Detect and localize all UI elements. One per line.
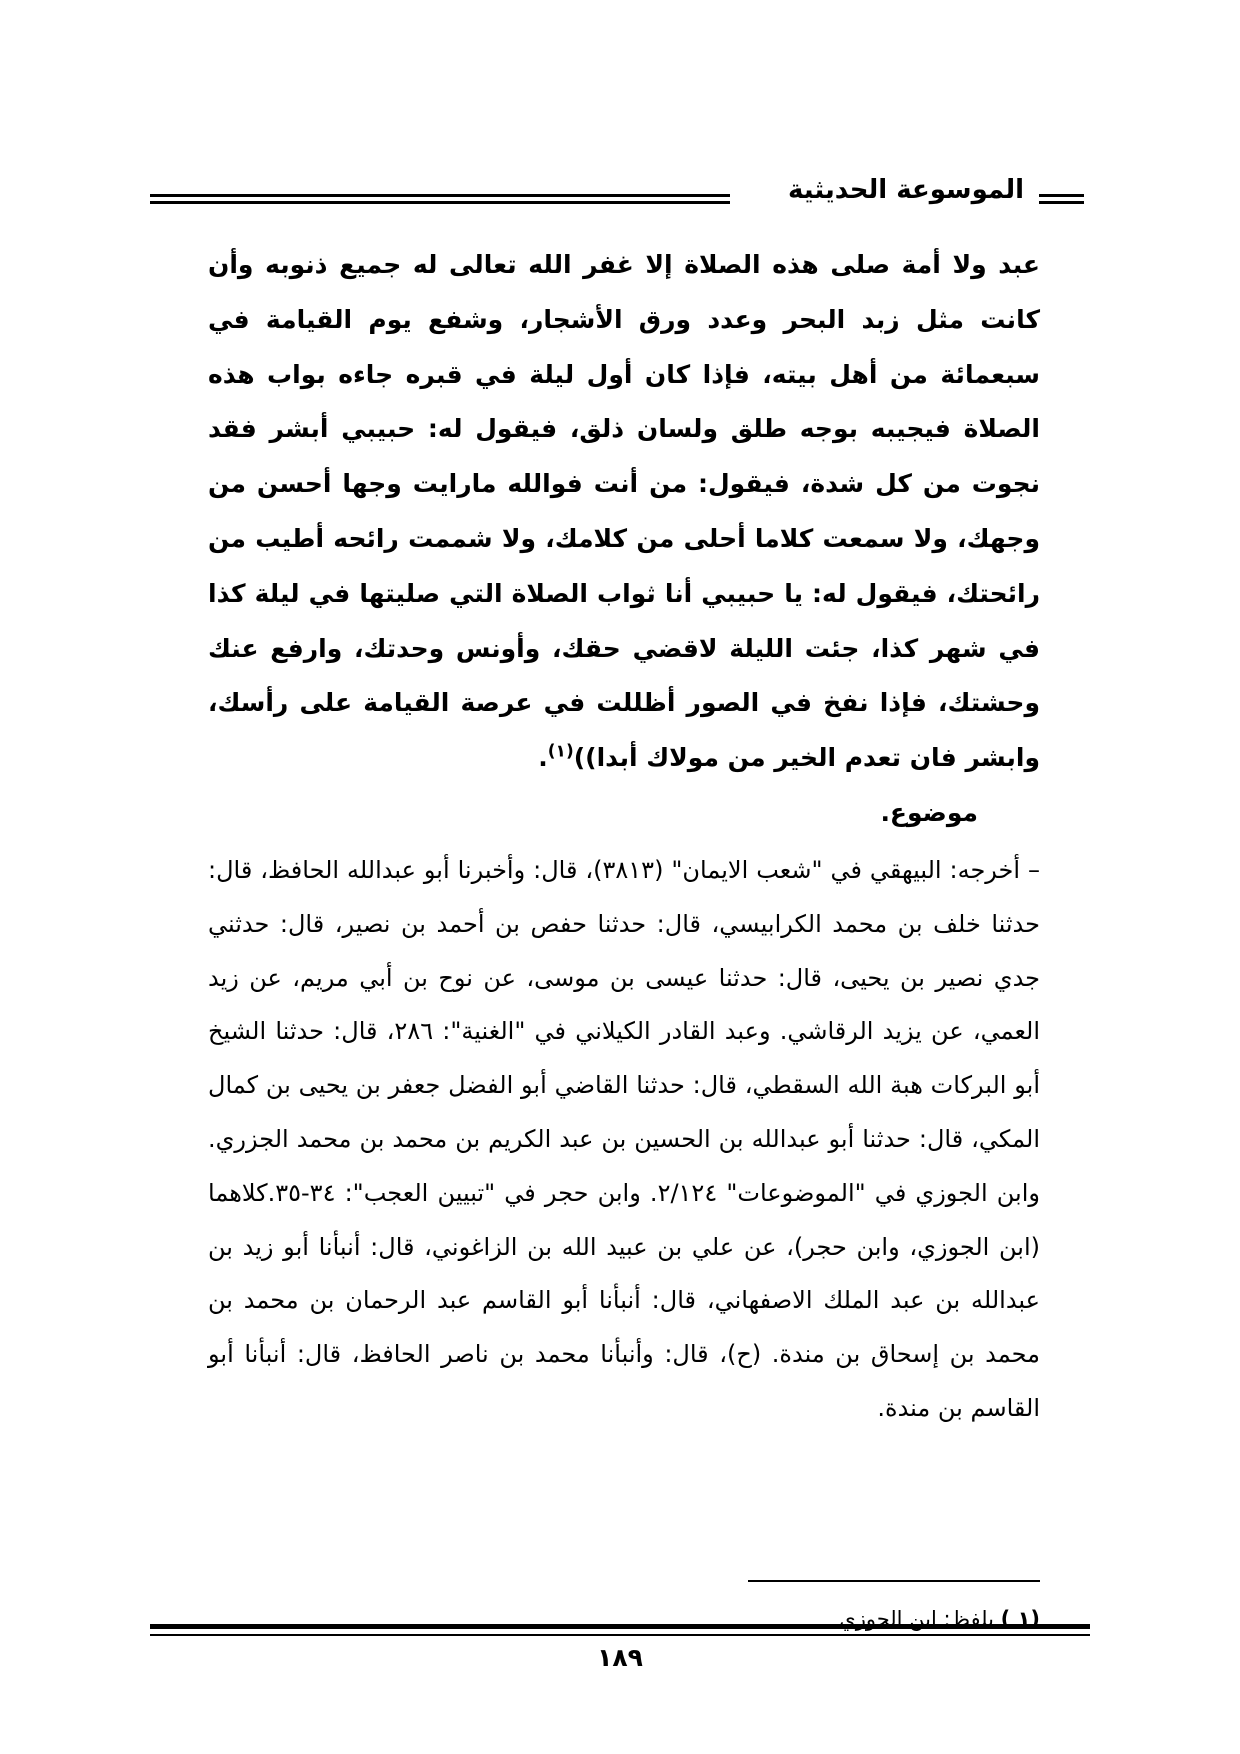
takhrij-paragraph: – أخرجه: البيهقي في "شعب الايمان" (٣٨١٣)، قال: وأخبرنا أبو عبدالله الحافظ، قال: حدثنا خلف بن محمد الكرابيسي، قال: حدثنا حفص بن أحمد بن نصير، قال: حدثني جدي نصير بن يحيى، قال: حدثنا عيسى بن موسى، عن نوح بن أبي مريم، عن زيد العمي، عن يزيد الرقاشي. وعبد القادر الكيلاني في "الغنية": ٢٨٦، قال: حدثنا الشيخ أبو البركات هبة الله السقطي، قال: حدثنا القاضي أبو الفضل جعفر بن يحيى بن كمال المكي، قال: حدثنا أبو عبدالله بن الحسين بن عبد الكريم بن محمد بن محمد الجزري. وابن الجوزي في "الموضوعات" ٢/١٢٤. وابن حجر في "تبيين العجب": ٣٤-٣٥.كلاهما (ابن الجوزي، وابن حجر)، عن علي بن عبيد الله بن الزاغوني، قال: أنبأنا أبو زيد بن عبدالله بن عبد الملك الاصفهاني، قال: أنبأنا أبو القاسم عبد الرحمان بن محمد بن محمد بن إسحاق بن مندة. (ح)، قال: وأنبأنا محمد بن ناصر الحافظ، قال: أنبأنا أبو القاسم بن مندة. xyxy=(208,855,1041,1422)
running-header xyxy=(150,170,1084,214)
hadith-body: عبد ولا أمة صلى هذه الصلاة إلا غفر الله تعالى له جميع ذنوبه وأن كانت مثل زبد البحر وعدد ورق الأشجار، وشفع يوم القيامة في سبعمائة من أهل بيته، فإذا كان أول ليلة في قبره جاءه بواب هذه الصلاة فيجيبه بوجه طلق ولسان ذلق، فيقول له: حبيبي أبشر فقد نجوت من كل شدة، فيقول: من أنت فوالله مارايت وجها أحسن من وجهك، ولا سمعت كلاما أحلى من كلامك، ولا شممت رائحه أطيب من رائحتك، فيقول له: يا حبيبي أنا ثواب الصلاة التي صليتها في ليلة كذا في شهر كذا، جئت الليلة لاقضي حقك، وأونس وحدتك، وارفع عنك وحشتك، فإذا نفخ في الصور أظللت في عرصة القيامة على رأسك، وابشر فان تعدم الخير من مولاك أبدا)) xyxy=(208,250,1040,773)
page-number: ١٨٩ xyxy=(597,1643,643,1672)
footnote-number: (١ ) xyxy=(1000,1607,1040,1631)
header-rule-left xyxy=(150,194,730,204)
hadith-end: . xyxy=(538,743,548,773)
footer-rule xyxy=(150,1624,1090,1636)
header-rule-right xyxy=(1039,194,1084,204)
hadith-text xyxy=(208,238,1040,786)
grading-label: موضوع. xyxy=(880,797,978,827)
header-title: الموسوعة الحديثية xyxy=(787,175,1024,205)
footnote-separator xyxy=(748,1580,1040,1582)
footnote-text: بلفظ: ابن الجوزي xyxy=(839,1607,994,1631)
footnote-marker: (١) xyxy=(547,741,574,762)
main-content xyxy=(208,238,1040,1436)
